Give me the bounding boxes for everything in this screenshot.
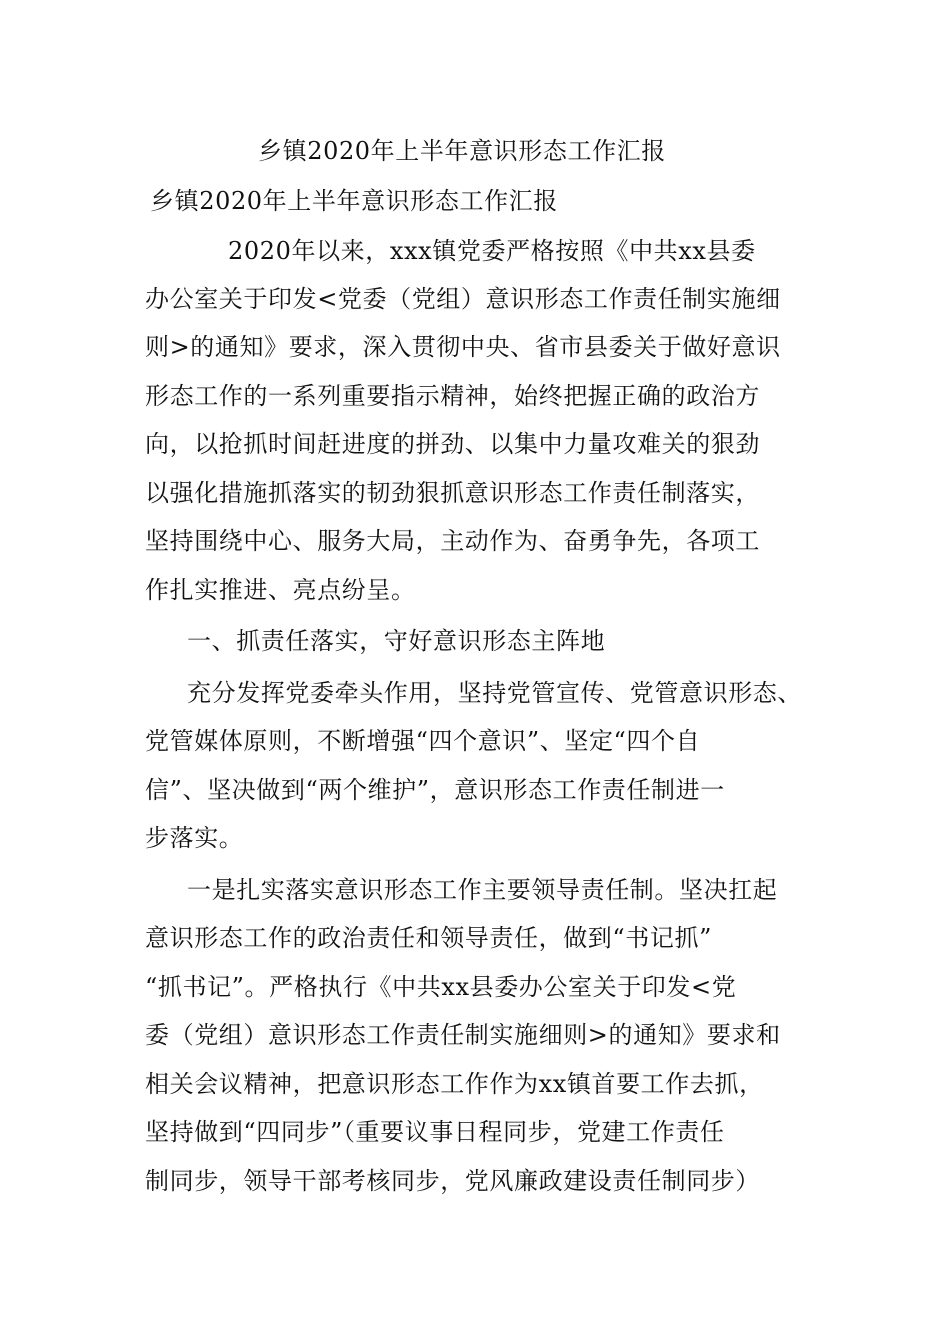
paragraph-line: 党管媒体原则，不断增强“四个意识”、坚定“四个自	[145, 727, 701, 755]
paragraph-line: “抓书记”。严格执行《中共xx县委办公室关于印发<党	[145, 973, 737, 1001]
paragraph-line: 形态工作的一系列重要指示精神，始终把握正确的政治方	[145, 382, 760, 410]
paragraph-line: 充分发挥党委牵头作用，坚持党管宣传、党管意识形态、	[187, 679, 802, 707]
paragraph-line: 则>的通知》要求，深入贯彻中央、省市县委关于做好意识	[145, 333, 781, 361]
paragraph-line: 制同步，领导干部考核同步，党风廉政建设责任制同步）	[145, 1167, 760, 1195]
document-subtitle: 乡镇2020年上半年意识形态工作汇报	[150, 187, 558, 215]
paragraph-line: 信”、坚决做到“两个维护”，意识形态工作责任制进一	[145, 776, 725, 804]
paragraph-line: 作扎实推进、亮点纷呈。	[145, 576, 416, 604]
paragraph-line: 坚持围绕中心、服务大局，主动作为、奋勇争先，各项工	[145, 527, 760, 555]
paragraph-line: 一是扎实落实意识形态工作主要领导责任制。坚决扛起	[187, 876, 778, 904]
paragraph-line: 办公室关于印发<党委（党组）意识形态工作责任制实施细	[145, 285, 781, 313]
section-heading: 一、抓责任落实，守好意识形态主阵地	[187, 627, 606, 655]
paragraph-line: 向，以抢抓时间赶进度的拼劲、以集中力量攻难关的狠劲	[145, 430, 760, 458]
paragraph-line: 步落实。	[145, 824, 244, 852]
paragraph-line: 相关会议精神，把意识形态工作作为xx镇首要工作去抓，	[145, 1070, 764, 1098]
document-title: 乡镇2020年上半年意识形态工作汇报	[258, 137, 666, 165]
paragraph-line: 2020年以来，xxx镇党委严格按照《中共xx县委	[228, 237, 756, 265]
paragraph-line: 委（党组）意识形态工作责任制实施细则>的通知》要求和	[145, 1021, 781, 1049]
paragraph-line: 以强化措施抓落实的韧劲狠抓意识形态工作责任制落实，	[145, 479, 760, 507]
paragraph-line: 意识形态工作的政治责任和领导责任，做到“书记抓”	[145, 924, 712, 952]
paragraph-line: 坚持做到“四同步”（重要议事日程同步，党建工作责任	[145, 1118, 725, 1146]
